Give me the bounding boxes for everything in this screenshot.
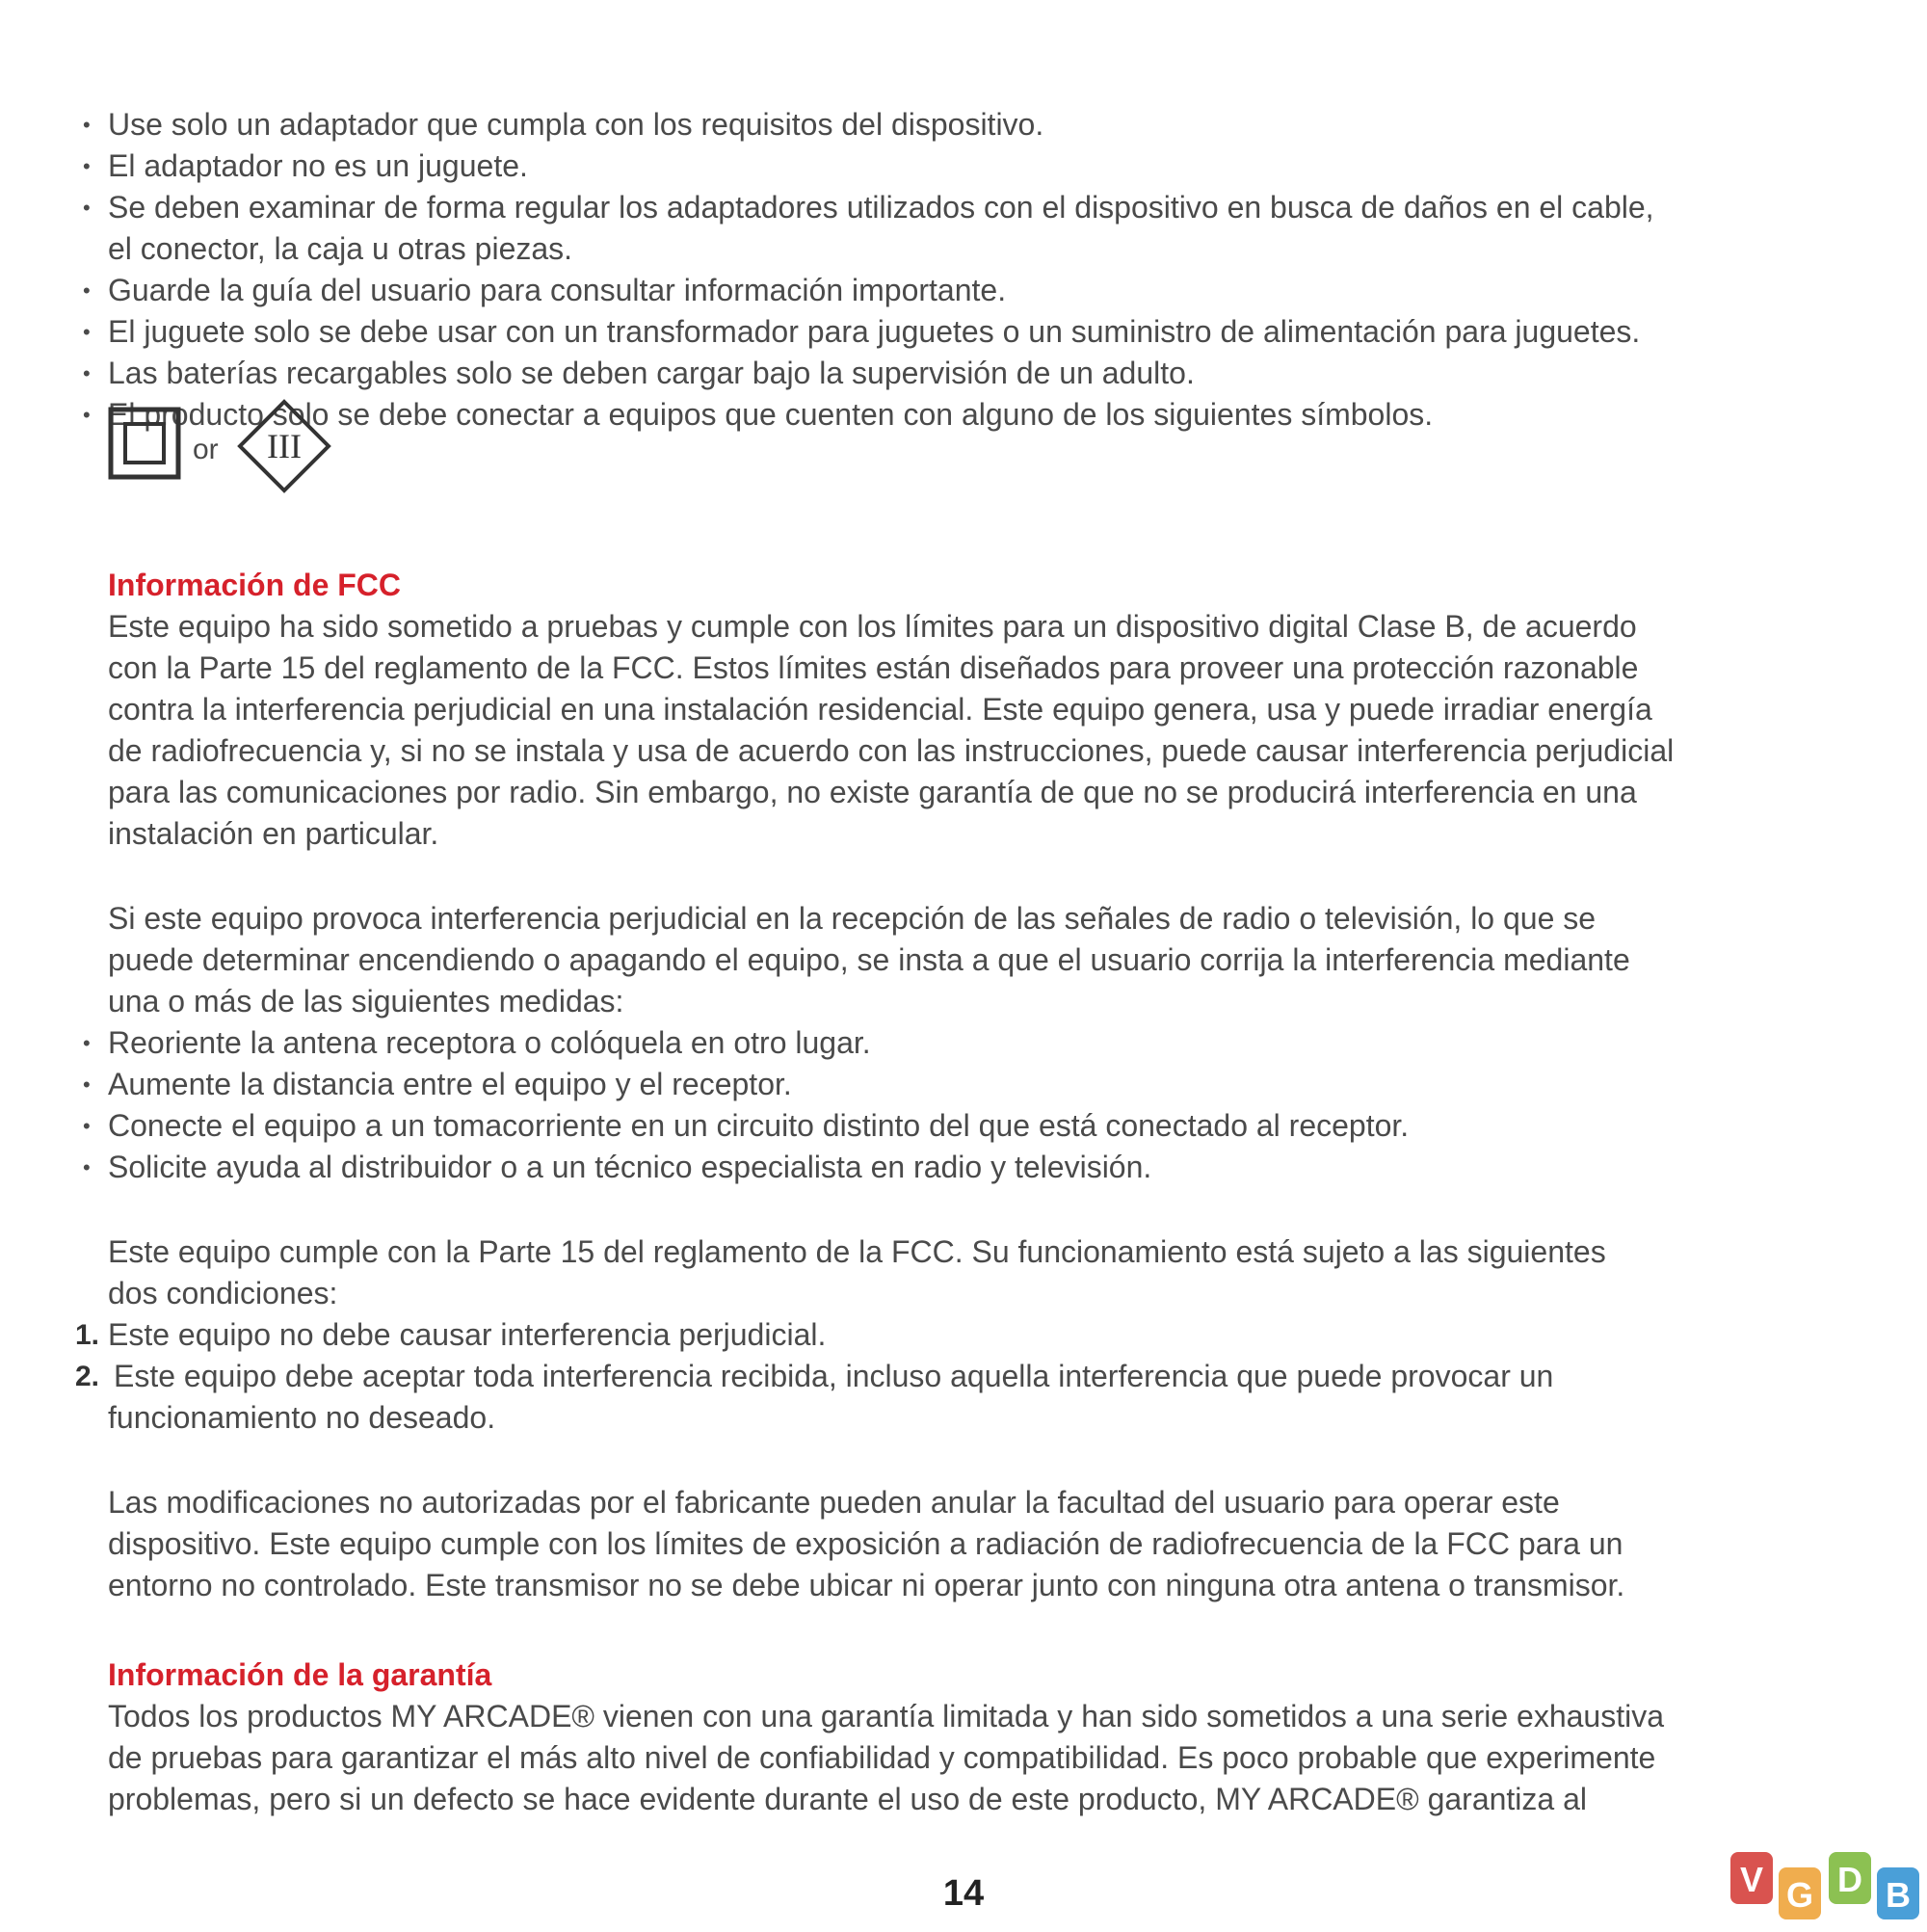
list-item: • Conecte el equipo a un tomacorriente en un circuito distinto del que está conectado al receptor.: [108, 1105, 1409, 1147]
svg-text:G: G: [1785, 1875, 1814, 1915]
section-heading-warranty: Información de la garantía: [108, 1657, 492, 1692]
svg-text:V: V: [1739, 1860, 1764, 1899]
list-item: • Guarde la guía del usuario para consultar información importante.: [108, 270, 1006, 311]
list-item: • Se deben examinar de forma regular los adaptadores utilizados con el dispositivo en busca de daños en el cable,: [108, 187, 1654, 228]
svg-text:D: D: [1837, 1860, 1862, 1899]
list-item-continuation: funcionamiento no deseado.: [108, 1400, 496, 1435]
list-item: • Las baterías recargables solo se deben cargar bajo la supervisión de un adulto.: [108, 353, 1195, 394]
page-number: 14: [942, 1873, 985, 1914]
list-item: • Reoriente la antena receptora o colóquela en otro lugar.: [108, 1022, 871, 1064]
vgdb-watermark-logo: [1729, 1848, 1927, 1927]
paragraph-line: Todos los productos MY ARCADE® vienen con una garantía limitada y han sido sometidos a una serie exhaustiva: [108, 1699, 1664, 1734]
list-item: • Aumente la distancia entre el equipo y el receptor.: [108, 1064, 792, 1105]
condition-number: 1.: [75, 1319, 100, 1351]
paragraph-line: una o más de las siguientes medidas:: [108, 984, 624, 1019]
class-iii-label: III: [267, 427, 302, 465]
paragraph-line: para las comunicaciones por radio. Sin embargo, no existe garantía de que no se producirá interferencia en una: [108, 775, 1637, 809]
list-item: • El juguete solo se debe usar con un transformador para juguetes o un suministro de alimentación para juguetes.: [108, 311, 1640, 353]
class-ii-double-square-icon: [108, 407, 185, 486]
paragraph-line: problemas, pero si un defecto se hace evidente durante el uso de este producto, MY ARCADE® garantiza al: [108, 1782, 1587, 1816]
list-item: • El producto solo se debe conectar a equipos que cuenten con alguno de los siguientes símbolos.: [108, 394, 1433, 436]
paragraph-line: puede determinar encendiendo o apagando el equipo, se insta a que el usuario corrija la interferencia mediante: [108, 942, 1630, 977]
paragraph-line: Las modificaciones no autorizadas por el fabricante pueden anular la facultad del usuario para operar este: [108, 1485, 1560, 1520]
paragraph-line: Si este equipo provoca interferencia perjudicial en la recepción de las señales de radio o televisión, lo que se: [108, 901, 1597, 936]
paragraph-line: con la Parte 15 del reglamento de la FCC. Estos límites están diseñados para proveer una protección razonable: [108, 650, 1639, 685]
list-item: Este equipo debe aceptar toda interferencia recibida, incluso aquella interferencia que puede provocar un: [114, 1359, 1554, 1393]
paragraph-line: dispositivo. Este equipo cumple con los límites de exposición a radiación de radiofrecuencia de la FCC para un: [108, 1526, 1623, 1561]
paragraph-line: entorno no controlado. Este transmisor no se debe ubicar ni operar junto con ninguna otra antena o transmisor.: [108, 1568, 1625, 1602]
paragraph-line: dos condiciones:: [108, 1276, 338, 1310]
condition-number: 2.: [75, 1361, 100, 1392]
symbol-or-label: or: [193, 434, 219, 465]
safety-symbols: [108, 403, 339, 490]
svg-text:B: B: [1886, 1875, 1911, 1915]
paragraph-line: de pruebas para garantizar el más alto nivel de confiabilidad y compatibilidad. Es poco probable que experimente: [108, 1740, 1656, 1775]
list-item: Este equipo no debe causar interferencia perjudicial.: [108, 1317, 827, 1352]
list-item: • El adaptador no es un juguete.: [108, 146, 528, 187]
section-heading-fcc: Información de FCC: [108, 568, 402, 602]
paragraph-line: de radiofrecuencia y, si no se instala y usa de acuerdo con las instrucciones, puede causar interferencia perjudicial: [108, 733, 1675, 768]
class-iii-diamond-icon: [237, 399, 331, 493]
paragraph-line: contra la interferencia perjudicial en una instalación residencial. Este equipo genera, usa y puede irradiar energía: [108, 692, 1652, 727]
paragraph-line: instalación en particular.: [108, 816, 439, 851]
list-item: • Solicite ayuda al distribuidor o a un técnico especialista en radio y televisión.: [108, 1147, 1151, 1188]
list-item: • Use solo un adaptador que cumpla con los requisitos del dispositivo.: [108, 104, 1043, 146]
paragraph-line: Este equipo ha sido sometido a pruebas y cumple con los límites para un dispositivo digital Clase B, de acuerdo: [108, 609, 1637, 644]
list-item-continuation: el conector, la caja u otras piezas.: [108, 231, 573, 266]
paragraph-line: Este equipo cumple con la Parte 15 del reglamento de la FCC. Su funcionamiento está sujeto a las siguientes: [108, 1234, 1606, 1269]
